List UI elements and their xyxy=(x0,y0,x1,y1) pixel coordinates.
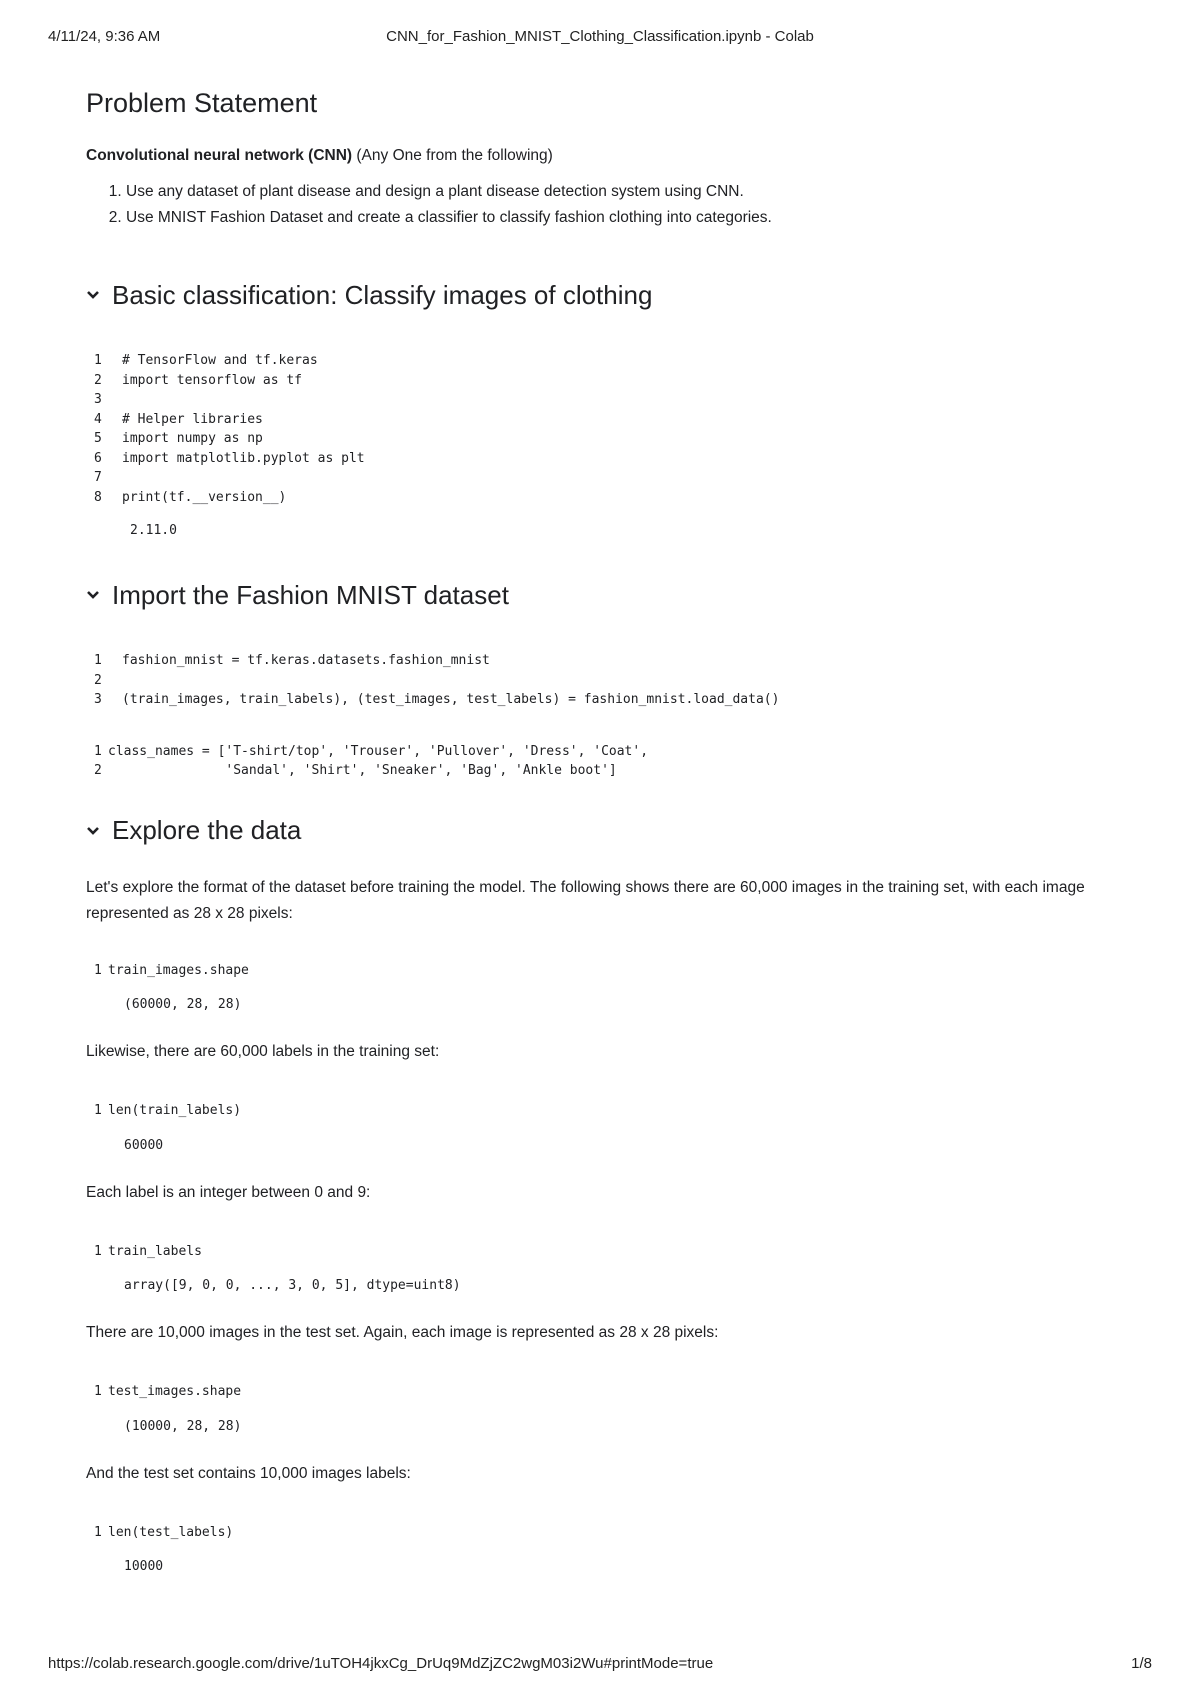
section-explore-data[interactable] xyxy=(86,811,1126,851)
cell-output: 60000 xyxy=(124,1137,164,1153)
code-line: 1 class_names = ['T-shirt/top', 'Trouser', 'Pullover', 'Dress', 'Coat', xyxy=(94,743,649,759)
chevron-down-icon[interactable] xyxy=(86,290,112,300)
code-cell-load-data[interactable] xyxy=(94,651,1126,710)
code-line: 1 train_labels xyxy=(94,1243,202,1259)
code-line: 2 'Sandal', 'Shirt', 'Sneaker', 'Bag', 'Ankle boot'] xyxy=(94,763,617,778)
section-title: Explore the data xyxy=(112,815,302,845)
print-url: https://colab.research.google.com/drive/1uTOH4jkxCg_DrUq9MdZjZC2wgM03i2Wu#printMode=true xyxy=(48,1655,714,1672)
code-line: 8 print(tf.__version__) xyxy=(94,489,287,505)
code-line: 1 len(test_labels) xyxy=(94,1524,234,1540)
cell-output: (60000, 28, 28) xyxy=(124,997,242,1012)
code-line: 4 # Helper libraries xyxy=(94,411,263,427)
likewise-text: Likewise, there are 60,000 labels in the training set: xyxy=(86,1043,440,1060)
code-line: 3 (train_images, train_labels), (test_images, test_labels) = fashion_mnist.load_data() xyxy=(94,692,780,707)
problem-subtitle-bold: Convolutional neural network (CNN) xyxy=(86,147,353,164)
cell-output: array([9, 0, 0, ..., 3, 0, 5], dtype=uint8) xyxy=(124,1278,461,1293)
section-basic-classification[interactable] xyxy=(86,275,1126,315)
notebook-content xyxy=(86,88,1126,1577)
section-title: Basic classification: Classify images of clothing xyxy=(112,279,653,310)
code-cell-test-shape[interactable] xyxy=(94,1382,1126,1402)
explore-intro-text: Let's explore the format of the dataset before training the model. The following shows there are 60,000 images in the training set, with each image represented as 28 x 28 pixels: xyxy=(86,878,1085,922)
chevron-down-icon[interactable] xyxy=(86,590,112,600)
code-line: 2 xyxy=(94,672,102,688)
problem-subtitle-rest: (Any One from the following) xyxy=(352,147,553,164)
code-line: 1 fashion_mnist = tf.keras.datasets.fashion_mnist xyxy=(94,653,490,668)
code-cell-class-names[interactable] xyxy=(94,742,1126,781)
cell-output: 10000 xyxy=(124,1559,164,1574)
print-header xyxy=(48,28,1152,50)
code-line: 1 train_images.shape xyxy=(94,962,249,978)
print-footer xyxy=(48,1655,1152,1677)
problem-item-2: 2. Use MNIST Fashion Dataset and create a classifier to classify fashion clothing into categories. xyxy=(126,205,1126,231)
code-cell-train-len[interactable] xyxy=(94,1101,1126,1121)
section-import-dataset[interactable] xyxy=(86,575,1126,615)
cell-output: 2.11.0 xyxy=(130,523,177,538)
code-line: 2 import tensorflow as tf xyxy=(94,372,303,388)
problem-list xyxy=(86,179,1126,231)
code-line: 7 xyxy=(94,470,102,485)
code-cell-test-len[interactable] xyxy=(94,1523,1126,1543)
page-number: 1/8 xyxy=(1131,1655,1152,1672)
print-date: 4/11/24, 9:36 AM xyxy=(48,28,161,45)
code-line: 5 import numpy as np xyxy=(94,431,263,446)
cell-output: (10000, 28, 28) xyxy=(124,1418,242,1434)
code-line: 3 xyxy=(94,392,102,407)
code-line: 1 test_images.shape xyxy=(94,1384,242,1399)
problem-subtitle xyxy=(86,143,1126,169)
test-set-text: There are 10,000 images in the test set. Again, each image is represented as 28 x 28 pixels: xyxy=(86,1324,719,1341)
chevron-down-icon[interactable] xyxy=(86,826,112,836)
code-line: 6 import matplotlib.pyplot as plt xyxy=(94,450,365,466)
print-title: CNN_for_Fashion_MNIST_Clothing_Classification.ipynb - Colab xyxy=(386,28,814,45)
code-line: 1 # TensorFlow and tf.keras xyxy=(94,353,318,368)
problem-item-1: 1. Use any dataset of plant disease and design a plant disease detection system using CNN. xyxy=(126,179,1126,205)
code-cell-imports[interactable] xyxy=(94,351,1126,507)
section-title: Import the Fashion MNIST dataset xyxy=(112,579,509,610)
test-labels-text: And the test set contains 10,000 images labels: xyxy=(86,1464,411,1482)
problem-statement-heading: Problem Statement xyxy=(86,88,318,118)
each-label-text: Each label is an integer between 0 and 9: xyxy=(86,1183,371,1201)
code-cell-train-shape[interactable] xyxy=(94,961,1126,981)
code-line: 1 len(train_labels) xyxy=(94,1103,242,1118)
code-cell-train-labels[interactable] xyxy=(94,1242,1126,1262)
